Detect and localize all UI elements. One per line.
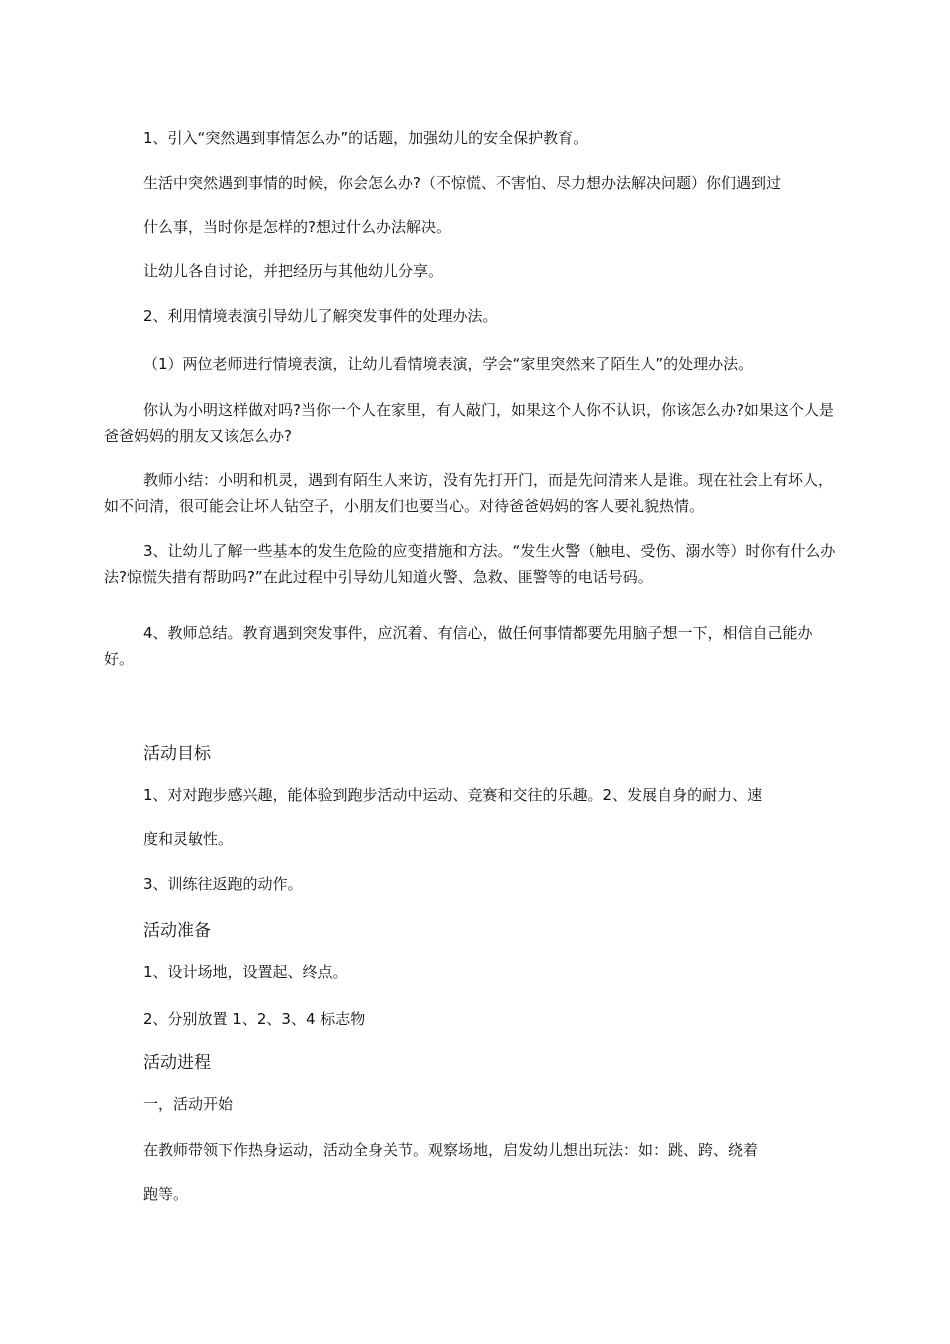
paragraph-1: 1、引入“突然遇到事情怎么办”的话题，加强幼儿的安全保护教育。 bbox=[143, 129, 589, 147]
paragraph-14: 1、设计场地，设置起、终点。 bbox=[143, 963, 348, 981]
paragraph-12: 度和灵敏性。 bbox=[143, 830, 234, 848]
paragraph-6: （1）两位老师进行情境表演，让幼儿看情境表演，学会“家里突然来了陌生人”的处理办法。 bbox=[143, 355, 754, 373]
section-heading-preparation: 活动准备 bbox=[143, 921, 211, 941]
paragraph-16: 一，活动开始 bbox=[143, 1095, 234, 1113]
section-heading-goals: 活动目标 bbox=[143, 744, 211, 764]
paragraph-18: 跑等。 bbox=[143, 1185, 189, 1203]
paragraph-17: 在教师带领下作热身运动，活动全身关节。观察场地，启发幼儿想出玩法：如：跳、跨、绕着 bbox=[143, 1141, 759, 1159]
paragraph-8: 教师小结：小明和机灵，遇到有陌生人来访，没有先打开门，而是先问清来人是谁。现在社会上有坏人，如不问清，很可能会让坏人钻空子，小朋友们也要当心。对待爸爸妈妈的客人要礼貌热情。 bbox=[104, 471, 834, 515]
paragraph-3: 什么事，当时你是怎样的?想过什么办法解决。 bbox=[143, 218, 451, 236]
paragraph-11: 1、对对跑步感兴趣，能体验到跑步活动中运动、竞赛和交往的乐趣。2、发展自身的耐力、速 bbox=[143, 786, 763, 804]
paragraph-13: 3、训练往返跑的动作。 bbox=[143, 875, 303, 893]
paragraph-15: 2、分别放置 1、2、3、4 标志物 bbox=[143, 1010, 366, 1028]
paragraph-10: 4、教师总结。教育遇到突发事件，应沉着、有信心，做任何事情都要先用脑子想一下，相信自己能办好。 bbox=[104, 624, 813, 668]
paragraph-5: 2、利用情境表演引导幼儿了解突发事件的处理办法。 bbox=[143, 307, 498, 325]
paragraph-9: 3、让幼儿了解一些基本的发生危险的应变措施和方法。“发生火警（触电、受伤、溺水等）时你有什么办法?惊慌失措有帮助吗?”在此过程中引导幼儿知道火警、急救、匪警等的电话号码。 bbox=[104, 542, 836, 586]
paragraph-2: 生活中突然遇到事情的时候，你会怎么办?（不惊慌、不害怕、尽力想办法解决问题）你们遇到过 bbox=[143, 174, 781, 192]
section-heading-process: 活动进程 bbox=[143, 1053, 211, 1073]
paragraph-7: 你认为小明这样做对吗?当你一个人在家里，有人敲门，如果这个人你不认识，你该怎么办?如果这个人是爸爸妈妈的朋友又该怎么办? bbox=[104, 401, 834, 445]
paragraph-4: 让幼儿各自讨论，并把经历与其他幼儿分享。 bbox=[143, 262, 444, 280]
